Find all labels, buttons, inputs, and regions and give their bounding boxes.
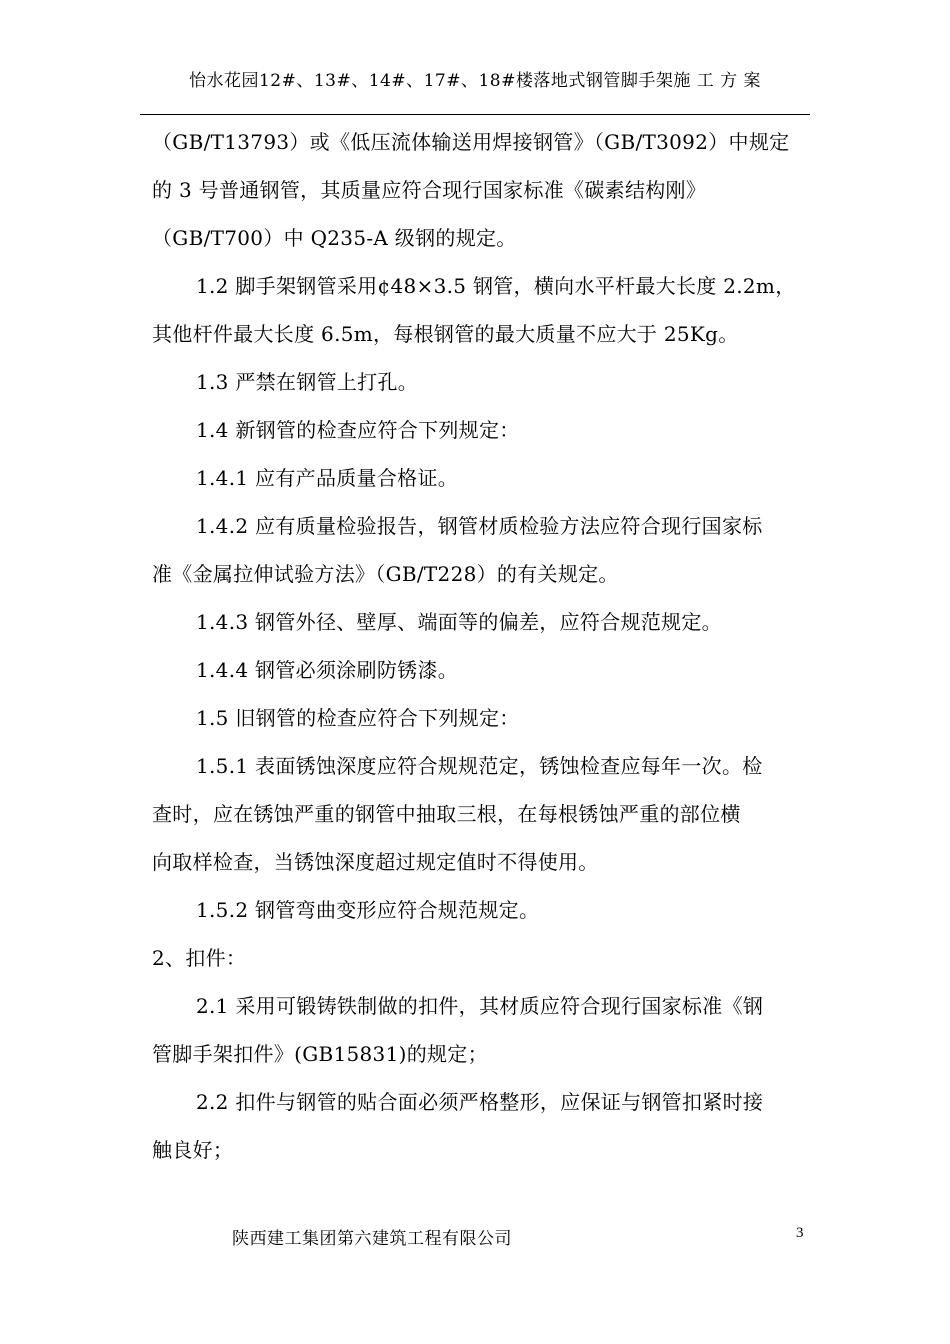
- body-line: 触良好；: [152, 1138, 234, 1162]
- body-line: 管脚手架扣件》(GB15831)的规定；: [152, 1042, 488, 1066]
- section-heading: 2、扣件：: [152, 946, 247, 970]
- page-number: 3: [796, 1225, 804, 1241]
- body-line: 查时，应在锈蚀严重的钢管中抽取三根，在每根锈蚀严重的部位横: [152, 802, 741, 826]
- body-line: 1.3 严禁在钢管上打孔。: [196, 370, 419, 394]
- body-line: 向取样检查，当锈蚀深度超过规定值时不得使用。: [152, 850, 599, 874]
- body-line: 1.4.2 应有质量检验报告，钢管材质检验方法应符合现行国家标: [196, 514, 763, 538]
- body-line: 1.4 新钢管的检查应符合下列规定：: [196, 418, 520, 442]
- body-line: 1.2 脚手架钢管采用¢48×3.5 钢管，横向水平杆最大长度 2.2m，: [196, 274, 796, 298]
- header-divider: [140, 114, 810, 115]
- body-line: 1.5.1 表面锈蚀深度应符合规规范定，锈蚀检查应每年一次。检: [196, 754, 763, 778]
- body-line: 其他杆件最大长度 6.5m，每根钢管的最大质量不应大于 25Kg。: [152, 322, 739, 346]
- body-line: 1.4.3 钢管外径、壁厚、端面等的偏差，应符合规范规定。: [196, 610, 722, 634]
- document-body: [152, 118, 804, 1174]
- footer-company-name: 陕西建工集团第六建筑工程有限公司: [232, 1229, 512, 1249]
- body-line: 2.1 采用可锻铸铁制做的扣件，其材质应符合现行国家标准《钢: [196, 994, 764, 1018]
- body-line: 准《金属拉伸试验方法》（GB/T228）的有关规定。: [152, 562, 619, 586]
- body-line: 1.5 旧钢管的检查应符合下列规定：: [196, 706, 520, 730]
- body-line: 2.2 扣件与钢管的贴合面必须严格整形，应保证与钢管扣紧时接: [196, 1090, 764, 1114]
- body-line: 1.4.1 应有产品质量合格证。: [196, 466, 459, 490]
- body-line: （GB/T700）中 Q235-A 级钢的规定。: [152, 226, 517, 250]
- body-line: 1.5.2 钢管弯曲变形应符合规范规定。: [196, 898, 540, 922]
- page-header-title: 怡水花园12#、13#、14#、17#、18#楼落地式钢管脚手架施 工 方 案: [188, 71, 762, 91]
- body-line: 1.4.4 钢管必须涂刷防锈漆。: [196, 658, 459, 682]
- body-line: 的 3 号普通钢管，其质量应符合现行国家标准《碳素结构刚》: [152, 178, 707, 202]
- body-line: （GB/T13793）或《低压流体输送用焊接钢管》（GB/T3092）中规定: [152, 130, 790, 154]
